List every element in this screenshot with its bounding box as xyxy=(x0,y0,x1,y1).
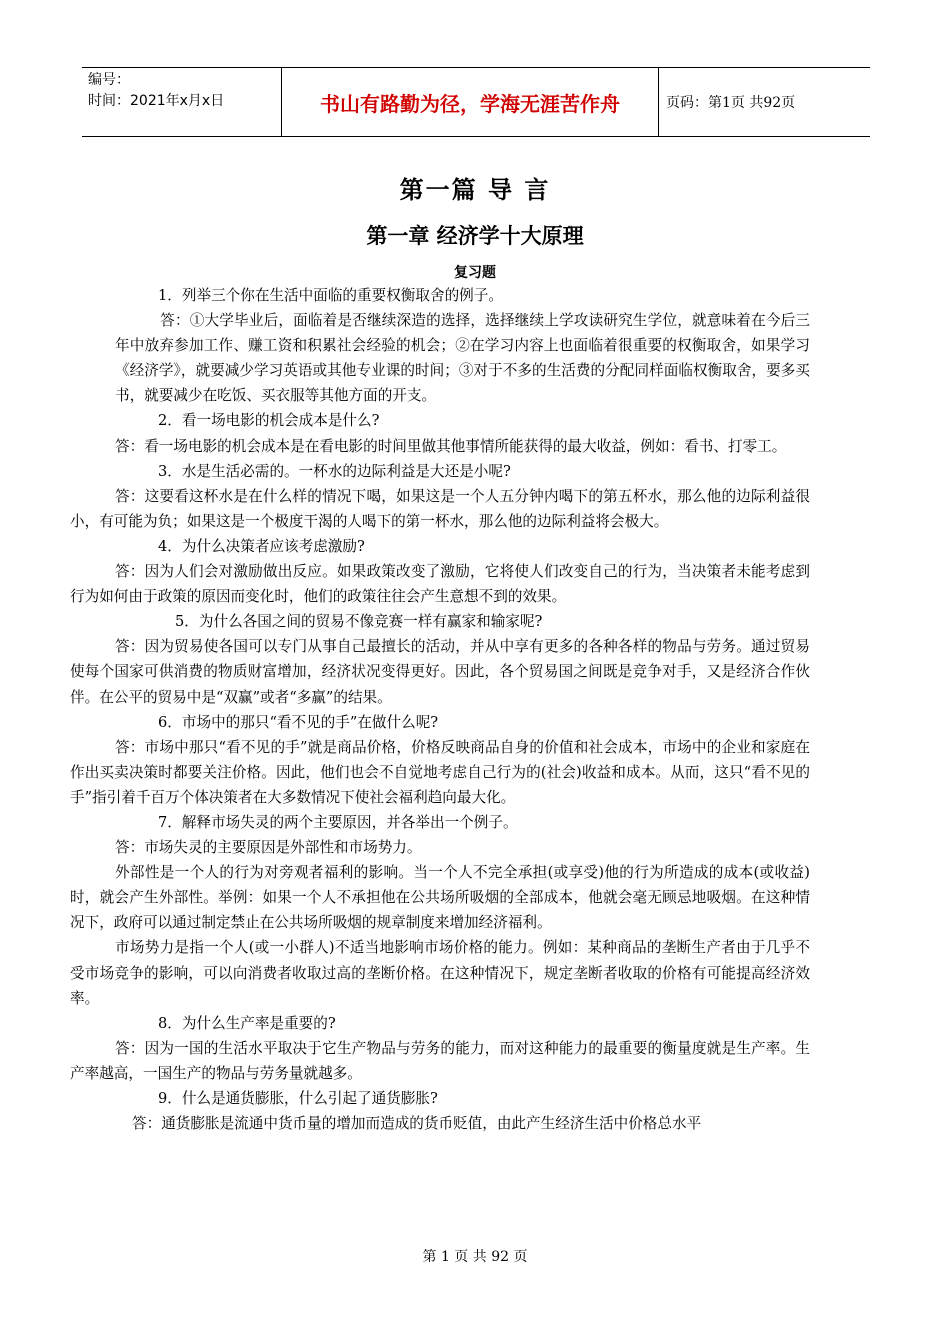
header-meta xyxy=(82,68,282,136)
answer-9: 答：通货膨胀是流通中货币量的增加而造成的货币贬值，由此产生经济生活中价格总水平 xyxy=(132,1115,702,1133)
answer-5: 答：因为贸易使各国可以专门从事自己最擅长的活动，并从中享有更多的各种各样的物品与劳务。通过贸易使每个国家可供消费的物质财富增加，经济状况变得更好。因此，各个贸易国之间既是竞争对手，又是经济合作伙伴。在公平的贸易中是“双赢”或者“多赢”的结果。 xyxy=(70,638,810,706)
question-2: 2．看一场电影的机会成本是什么? xyxy=(158,412,380,430)
question-9: 9．什么是通货膨胀，什么引起了通货膨胀? xyxy=(158,1090,438,1107)
answer-1: 答：①大学毕业后，面临着是否继续深造的选择，选择继续上学攻读研究生学位，就意味着在今后三年中放弃参加工作、赚工资和积累社会经验的机会；②在学习内容上也面临着很重要的权衡取舍，如果学习《经济学》，就要减少学习英语或其他专业课的时间；③对于不多的生活费的分配同样面临权衡取舍，要多买书，就要减少在吃饭、买衣服等其他方面的开支。 xyxy=(115,312,810,405)
number-label: 编号： xyxy=(88,72,130,88)
part-title: 第一篇 导 言 xyxy=(399,176,551,204)
question-5: 5．为什么各国之间的贸易不像竞赛一样有赢家和输家呢? xyxy=(175,613,543,631)
page-footer: 第 1 页 共 92 页 xyxy=(422,1249,528,1265)
header-motto: 书山有路勤为径，学海无涯苦作舟 xyxy=(282,68,659,136)
question-3: 3．水是生活必需的。一杯水的边际利益是大还是小呢? xyxy=(158,462,511,480)
answer-3: 答：这要看这杯水是在什么样的情况下喝，如果这是一个人五分钟内喝下的第五杯水，那么他的边际利益很小，有可能为负；如果这是一个极度干渴的人喝下的第一杯水，那么他的边际利益将会极大。 xyxy=(70,487,810,530)
answer-2: 答：看一场电影的机会成本是在看电影的时间里做其他事情所能获得的最大收益，例如：看书、打零工。 xyxy=(115,437,787,455)
chapter-title: 第一章 经济学十大原理 xyxy=(366,224,584,248)
answer-8: 答：因为一国的生活水平取决于它生产物品与劳务的能力，而对这种能力的最重要的衡量度就是生产率。生产率越高，一国生产的物品与劳务量就越多。 xyxy=(70,1039,810,1082)
document-header xyxy=(82,67,870,137)
answer-6: 答：市场中那只“看不见的手”就是商品价格，价格反映商品自身的价值和社会成本，市场中的企业和家庭在作出买卖决策时都要关注价格。因此，他们也会不自觉地考虑自己行为的(社会)收益和成本。从而，这只“看不见的手”指引着千百万个体决策者在大多数情况下使社会福利趋向最大化。 xyxy=(70,738,810,806)
answer-4: 答：因为人们会对激励做出反应。如果政策改变了激励，它将使人们改变自己的行为，当决策者未能考虑到行为如何由于政策的原因而变化时，他们的政策往往会产生意想不到的效果。 xyxy=(70,563,810,606)
answer-7: 答：市场失灵的主要原因是外部性和市场势力。 xyxy=(115,839,422,857)
section-title: 复习题 xyxy=(454,265,496,281)
question-7: 7．解释市场失灵的两个主要原因，并各举出一个例子。 xyxy=(158,813,518,831)
time-label: 时间：2021年x月x日 xyxy=(88,93,225,109)
question-1: 1．列举三个你在生活中面临的重要权衡取舍的例子。 xyxy=(158,287,503,304)
header-page-info: 页码：第1页 共92页 xyxy=(666,95,796,111)
document-body xyxy=(70,283,810,1136)
question-4: 4．为什么决策者应该考虑激励? xyxy=(158,537,365,555)
question-6: 6．市场中的那只“看不见的手”在做什么呢? xyxy=(158,713,439,731)
answer-7-market-power: 市场势力是指一个人(或一小群人)不适当地影响市场价格的能力。例如：某种商品的垄断生产者由于几乎不受市场竞争的影响，可以向消费者收取过高的垄断价格。在这种情况下，规定垄断者收取的价格有可能提高经济效率。 xyxy=(70,939,810,1007)
answer-7-externality: 外部性是一个人的行为对旁观者福利的影响。当一个人不完全承担(或享受)他的行为所造成的成本(或收益)时，就会产生外部性。举例：如果一个人不承担他在公共场所吸烟的全部成本，他就会毫无顾忌地吸烟。在这种情况下，政府可以通过制定禁止在公共场所吸烟的规章制度来增加经济福利。 xyxy=(70,864,810,932)
question-8: 8．为什么生产率是重要的? xyxy=(158,1014,336,1032)
